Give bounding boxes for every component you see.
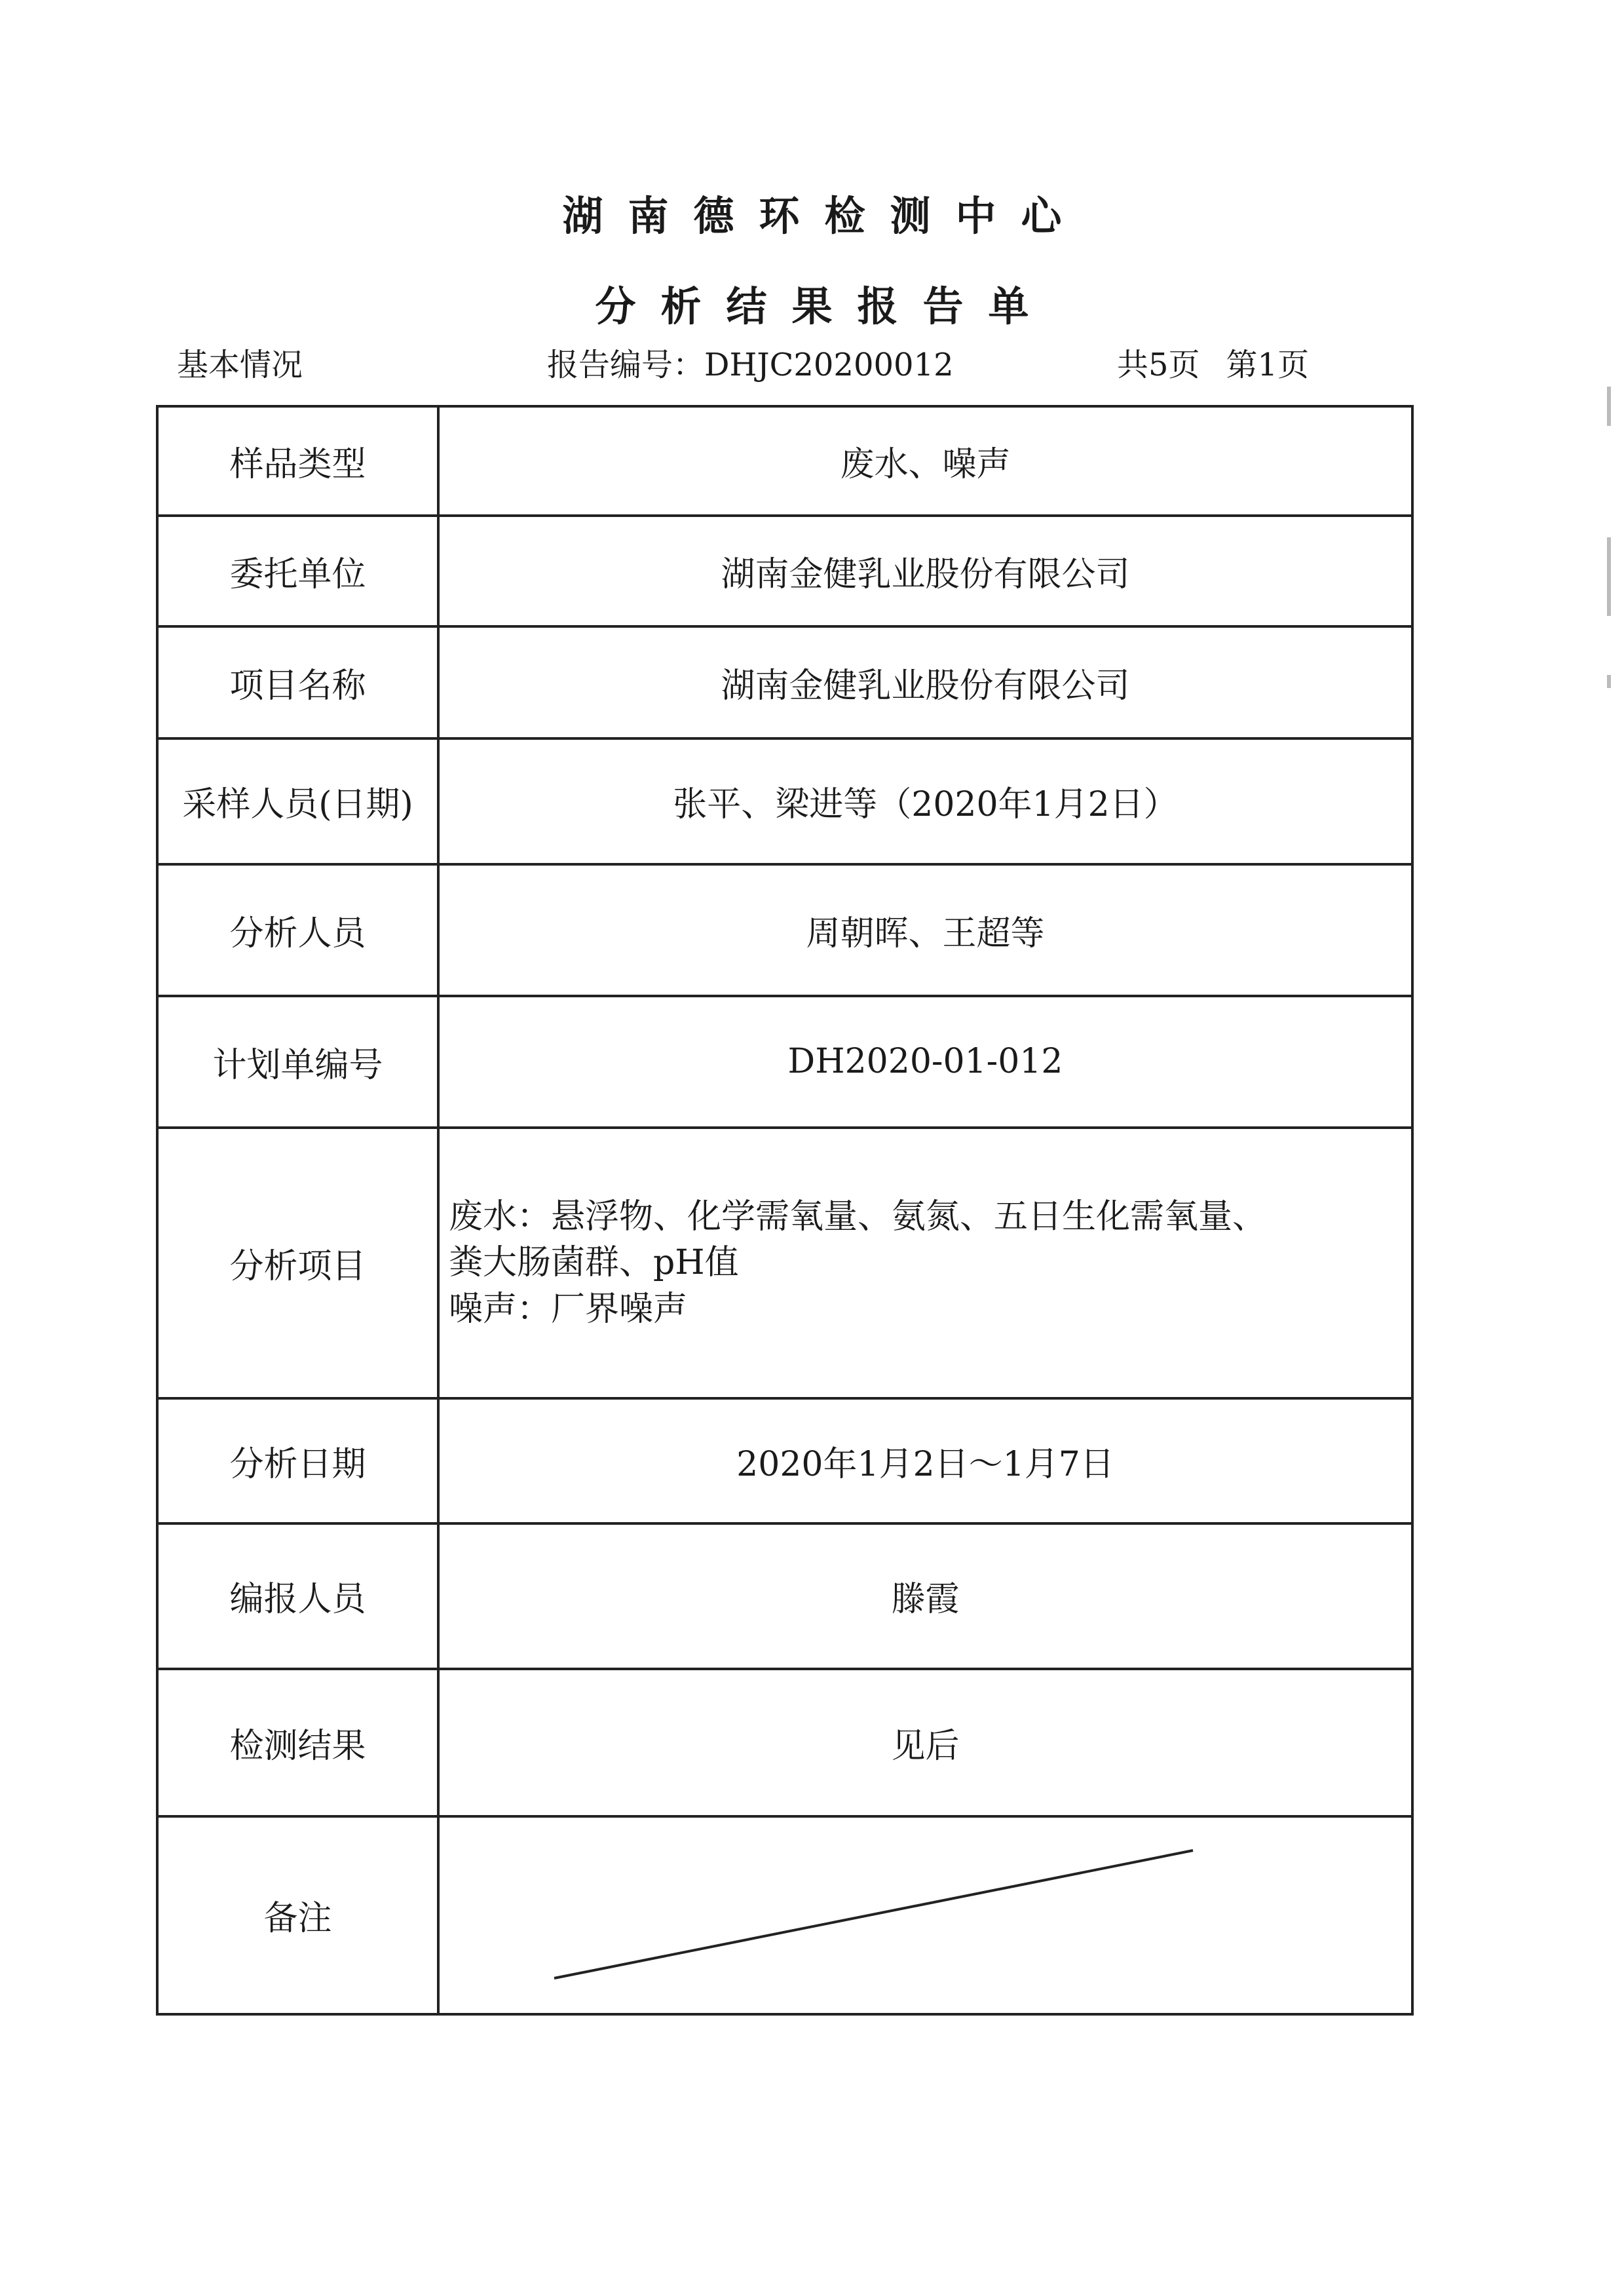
row-label-project-name: 项目名称 (157, 626, 438, 738)
row-value-project-name: 湖南金健乳业股份有限公司 (438, 626, 1412, 738)
row-label-analysis-date: 分析日期 (157, 1398, 438, 1523)
row-value-remarks (438, 1816, 1412, 2014)
table-row (157, 1128, 1412, 1398)
table-row (157, 1523, 1412, 1668)
report-number (547, 339, 954, 385)
section-label: 基本情况 (177, 347, 303, 383)
analysis-items-line: 废水：悬浮物、化学需氧量、氨氮、五日生化需氧量、 (449, 1197, 1267, 1237)
table-row (157, 516, 1412, 626)
table-row (157, 864, 1412, 996)
scan-edge-mark (1607, 675, 1611, 688)
row-value-sampling-staff: 张平、梁进等（2020年1月2日） (438, 738, 1412, 864)
basic-info-table (156, 405, 1414, 2016)
table-row (157, 1669, 1412, 1816)
row-label-analysts: 分析人员 (157, 864, 438, 996)
report-title: 分析结果报告单 (595, 282, 1054, 330)
row-label-sample-type: 样品类型 (157, 406, 438, 516)
row-value-analysis-items (438, 1128, 1412, 1398)
report-number-value: DHJC20200012 (704, 347, 954, 383)
table-row (157, 406, 1412, 516)
row-value-plan-number: DH2020-01-012 (438, 996, 1412, 1128)
row-label-remarks: 备注 (157, 1816, 438, 2014)
table-row (157, 626, 1412, 738)
analysis-items-line: 噪声：厂界噪声 (449, 1289, 688, 1329)
row-value-compiler: 滕霞 (438, 1523, 1412, 1668)
organization-title: 湖南德环检测中心 (562, 192, 1087, 240)
row-value-analysis-date: 2020年1月2日～1月7日 (438, 1398, 1412, 1523)
current-page: 第1页 (1226, 347, 1310, 383)
total-pages: 共5页 (1117, 347, 1200, 383)
report-number-label: 报告编号： (547, 347, 705, 383)
page-indicator (1117, 339, 1309, 385)
analysis-items-line: 粪大肠菌群、pH值 (449, 1243, 739, 1283)
row-value-client: 湖南金健乳业股份有限公司 (438, 516, 1412, 626)
table-row (157, 1816, 1412, 2014)
scan-edge-mark (1607, 537, 1611, 616)
row-label-analysis-items: 分析项目 (157, 1128, 438, 1398)
scan-edge-mark (1607, 387, 1611, 426)
row-value-sample-type: 废水、噪声 (438, 406, 1412, 516)
row-value-test-results: 见后 (438, 1669, 1412, 1816)
table-row (157, 996, 1412, 1128)
row-label-test-results: 检测结果 (157, 1669, 438, 1816)
row-label-sampling-staff: 采样人员(日期) (157, 738, 438, 864)
table-row (157, 738, 1412, 864)
remark-strike-line (440, 1818, 1419, 2014)
row-label-client: 委托单位 (157, 516, 438, 626)
row-value-analysts: 周朝晖、王超等 (438, 864, 1412, 996)
row-label-compiler: 编报人员 (157, 1523, 438, 1668)
table-row (157, 1398, 1412, 1523)
row-label-plan-number: 计划单编号 (157, 996, 438, 1128)
